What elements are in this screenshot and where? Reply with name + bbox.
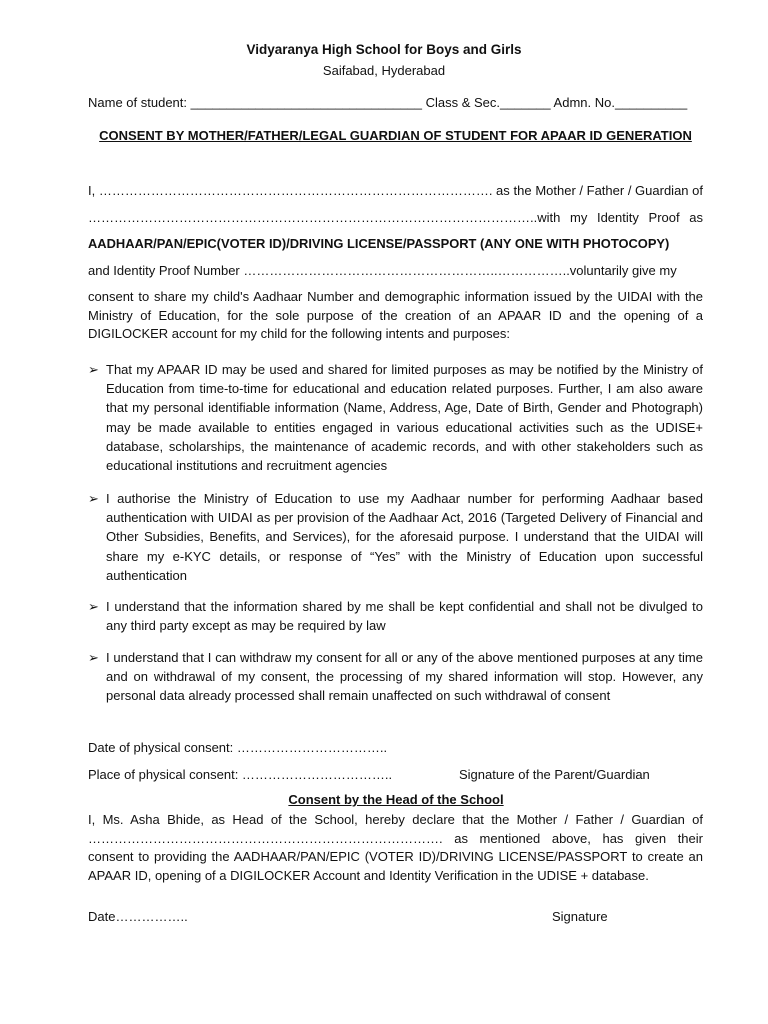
list-item-text: I understand that I can withdraw my consent for all or any of the above mentioned purposes at any time and on withdrawal of my consent, the processing of my shared information will stop. However, any personal data already processed shall remain unaffected on such withdrawal of consent xyxy=(106,650,703,704)
head-consent-paragraph: I, Ms. Asha Bhide, as Head of the School, hereby declare that the Mother / Father / Guardian of ………………………………………………………………………. as mentioned above, has given their consent to providing the AADHAAR/PAN/EPIC (VOTER ID)/DRIVING LICENSE/PASSPORT to create an APAAR ID, opening of a DIGILOCKER Account and Identity Verification in the UDISE + database. xyxy=(88,812,703,883)
list-item xyxy=(88,597,703,635)
school-name: Vidyaranya High School for Boys and Girls xyxy=(246,42,522,57)
place-of-physical-consent[interactable]: Place of physical consent: …………………………….. xyxy=(88,767,393,782)
student-name-field[interactable]: Name of student: ________________________________ xyxy=(88,95,422,110)
list-item xyxy=(88,360,703,475)
ward-name-blank[interactable]: …………………………………………………………………………………………..with xyxy=(88,210,561,225)
consent-paragraph: consent to share my child's Aadhaar Number and demographic information issued by the UIDAI with the Ministry of Education, for the sole purpose of the creation of an APAAR ID and the opening of a DIGILOCKER account for my child for the following intents and purposes: xyxy=(88,289,703,342)
declaration-line-1 xyxy=(88,181,703,200)
declaration-word: Proof xyxy=(648,210,680,225)
declaration-word: Mother / Father / Guardian of xyxy=(535,183,703,198)
identity-proof-types: AADHAAR/PAN/EPIC(VOTER ID)/DRIVING LICENSE/PASSPORT (ANY ONE WITH PHOTOCOPY) xyxy=(88,236,670,251)
list-item-text: I understand that the information shared by me shall be kept confidential and shall not be divulged to any third party except as may be required by law xyxy=(106,599,703,634)
consent-title: CONSENT BY MOTHER/FATHER/LEGAL GUARDIAN OF STUDENT FOR APAAR ID GENERATION xyxy=(99,128,692,143)
declaration-word: Identity xyxy=(596,210,639,225)
arrow-bullet-icon: ➢ xyxy=(88,599,99,614)
list-item xyxy=(88,489,703,585)
head-consent-title: Consent by the Head of the School xyxy=(288,792,504,807)
head-date-field[interactable]: Date…………….. xyxy=(88,909,188,924)
student-details-line xyxy=(88,93,703,112)
arrow-bullet-icon: ➢ xyxy=(88,650,99,665)
arrow-bullet-icon: ➢ xyxy=(88,362,99,377)
list-item-text: That my APAAR ID may be used and shared for limited purposes as may be notified by the Ministry of Education from time-to-time for educational and education related purposes. Further, I am also aware that my personal identifiable information (Name, Address, Age, Date of Birth, Gender and Photograph) may be made available to entities engaged in various educational activities such as the UDISE+ database, scholarships, the maintenance of academic records, and with other stakeholders such as educational institutions and recruitment agencies xyxy=(106,362,703,474)
identity-proof-number-line[interactable]: and Identity Proof Number …………………………………………………..……………..voluntarily give my xyxy=(88,263,677,278)
declaration-word: my xyxy=(569,210,588,225)
date-of-physical-consent[interactable]: Date of physical consent: …………………………….. xyxy=(88,740,388,755)
declaration-line-2 xyxy=(88,208,703,227)
declaration-word: the xyxy=(513,183,532,198)
school-address: Saifabad, Hyderabad xyxy=(322,63,446,78)
parent-signature-label: Signature of the Parent/Guardian xyxy=(459,767,650,782)
head-signature-label: Signature xyxy=(552,909,608,924)
guardian-name-blank[interactable]: I, ………………………………………………………………………………. as xyxy=(88,183,510,198)
list-item-text: I authorise the Ministry of Education to use my Aadhaar number for performing Aadhaar based authentication with UIDAI as per provision of the Aadhaar Act, 2016 (Targeted Delivery of Financial and Other Subsidies, Benefits, and Services), for the aforesaid purpose. I understand that the UIDAI will share my e-KYC details, or response of “Yes” with the Ministry of Education upon successful authentication xyxy=(106,491,703,583)
admn-no-field[interactable]: Admn. No.__________ xyxy=(553,95,688,110)
declaration-word: as xyxy=(689,210,703,225)
class-sec-field[interactable]: Class & Sec._______ xyxy=(425,95,551,110)
arrow-bullet-icon: ➢ xyxy=(88,491,99,506)
list-item xyxy=(88,648,703,706)
